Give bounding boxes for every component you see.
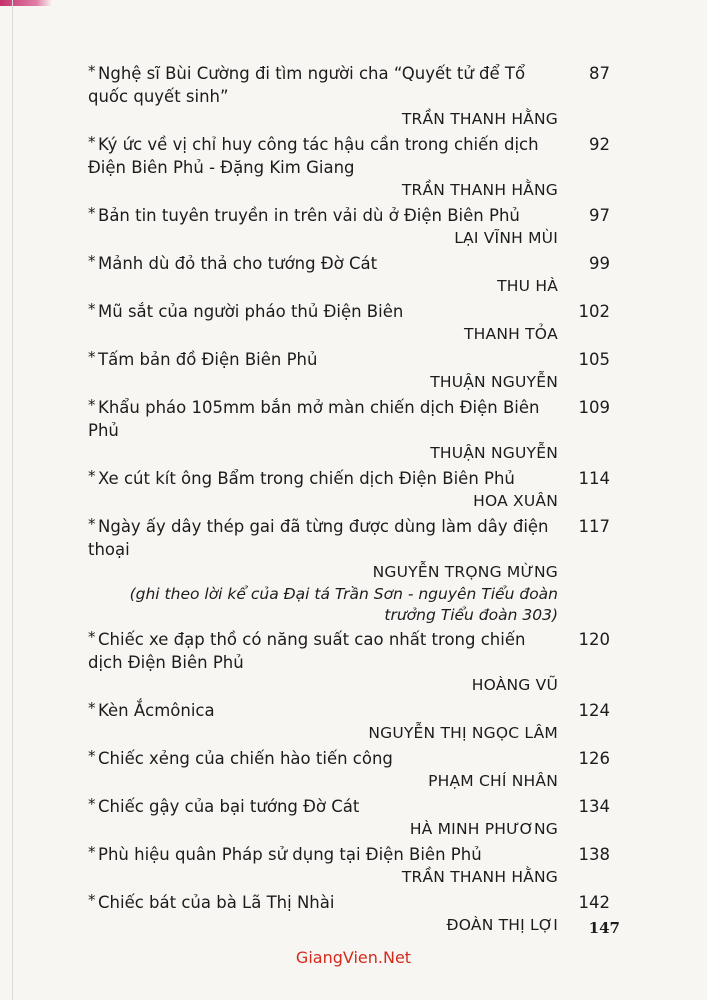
entry-page: 126 [578, 749, 610, 768]
entry-page: 109 [578, 398, 610, 417]
toc-entry [88, 515, 610, 626]
watermark-text[interactable]: GiangVien.Net [295, 948, 412, 967]
entry-title: Chiếc xe đạp thồ có năng suất cao nhất trong chiến dịch Điện Biên Phủ [88, 630, 526, 672]
entry-author: TRẦN THANH HẰNG [401, 181, 558, 199]
entry-note: (ghi theo lời kể của Đại tá Trần Sơn - nguyên Tiểu đoàn trưởng Tiểu đoàn 303) [129, 585, 558, 624]
page-number: 147 [588, 919, 620, 937]
toc-entry [88, 300, 610, 346]
toc-entry [88, 843, 610, 889]
entry-title: Ngày ấy dây thép gai đã từng được dùng làm dây điện thoại [88, 517, 549, 559]
entry-author: NGUYỄN THỊ NGỌC LÂM [368, 724, 558, 742]
entry-author: TRẦN THANH HẰNG [401, 868, 558, 886]
entry-author: THANH TỎA [464, 325, 558, 343]
toc-entry [88, 891, 610, 937]
entry-title: Kèn Ắcmônica [98, 701, 215, 720]
entry-author: TRẦN THANH HẰNG [401, 110, 558, 128]
entry-title: Mũ sắt của người pháo thủ Điện Biên [98, 302, 404, 321]
entry-title: Phù hiệu quân Pháp sử dụng tại Điện Biên Phủ [98, 845, 482, 864]
entry-title: Chiếc bát của bà Lã Thị Nhài [98, 893, 335, 912]
bullet: * [88, 348, 96, 366]
entry-page: 92 [589, 135, 610, 154]
entry-page: 105 [578, 350, 610, 369]
entry-title: Khẩu pháo 105mm bắn mở màn chiến dịch Điện Biên Phủ [88, 398, 540, 440]
bullet: * [88, 515, 96, 533]
entry-page: 102 [578, 302, 610, 321]
entry-author: LẠI VĨNH MÙI [454, 229, 558, 247]
entry-author: ĐOÀN THỊ LỢI [446, 916, 558, 934]
toc-entry [88, 699, 610, 745]
entry-page: 97 [589, 206, 610, 225]
entry-title: Chiếc gậy của bại tướng Đờ Cát [98, 797, 360, 816]
toc-entry [88, 747, 610, 793]
toc-entry [88, 252, 610, 298]
bullet: * [88, 628, 96, 646]
entry-title: Ký ức về vị chỉ huy công tác hậu cần trong chiến dịch Điện Biên Phủ - Đặng Kim Giang [88, 135, 539, 177]
entry-author: THUẬN NGUYỄN [430, 373, 558, 391]
bullet: * [88, 843, 96, 861]
entry-title: Bản tin tuyên truyền in trên vải dù ở Điện Biên Phủ [98, 206, 520, 225]
entry-author: HOÀNG VŨ [471, 676, 558, 694]
bullet: * [88, 699, 96, 717]
entry-page: 117 [578, 517, 610, 536]
entry-title: Tấm bản đồ Điện Biên Phủ [98, 350, 318, 369]
entry-page: 134 [578, 797, 610, 816]
entry-page: 114 [578, 469, 610, 488]
entry-page: 87 [589, 64, 610, 83]
entry-title: Chiếc xẻng của chiến hào tiến công [98, 749, 393, 768]
entry-page: 142 [578, 893, 610, 912]
bullet: * [88, 795, 96, 813]
bullet: * [88, 467, 96, 485]
bullet: * [88, 252, 96, 270]
entry-page: 99 [589, 254, 610, 273]
entry-title: Xe cút kít ông Bẩm trong chiến dịch Điện Biên Phủ [98, 469, 515, 488]
entry-author: HÀ MINH PHƯƠNG [409, 820, 558, 838]
entry-author: THUẬN NGUYỄN [430, 444, 558, 462]
toc-entry [88, 628, 610, 697]
entry-author: PHẠM CHÍ NHÂN [428, 772, 558, 790]
toc-entry [88, 467, 610, 513]
bullet: * [88, 747, 96, 765]
table-of-contents [88, 62, 610, 939]
toc-entry [88, 204, 610, 250]
toc-entry [88, 795, 610, 841]
toc-entry [88, 396, 610, 465]
entry-page: 124 [578, 701, 610, 720]
bullet: * [88, 133, 96, 151]
entry-author: HOA XUÂN [473, 492, 558, 510]
entry-author: NGUYỄN TRỌNG MỪNG [372, 563, 558, 581]
bullet: * [88, 204, 96, 222]
toc-entry [88, 133, 610, 202]
bullet: * [88, 396, 96, 414]
toc-entry [88, 62, 610, 131]
page-edge-mark [0, 0, 52, 6]
bullet: * [88, 62, 96, 80]
bullet: * [88, 891, 96, 909]
entry-page: 138 [578, 845, 610, 864]
entry-title: Mảnh dù đỏ thả cho tướng Đờ Cát [98, 254, 378, 273]
entry-author: THU HÀ [497, 277, 558, 295]
toc-entry [88, 348, 610, 394]
entry-title: Nghệ sĩ Bùi Cường đi tìm người cha “Quyết tử để Tổ quốc quyết sinh” [88, 64, 526, 106]
bullet: * [88, 300, 96, 318]
entry-page: 120 [578, 630, 610, 649]
page-binding-edge [12, 0, 13, 1000]
